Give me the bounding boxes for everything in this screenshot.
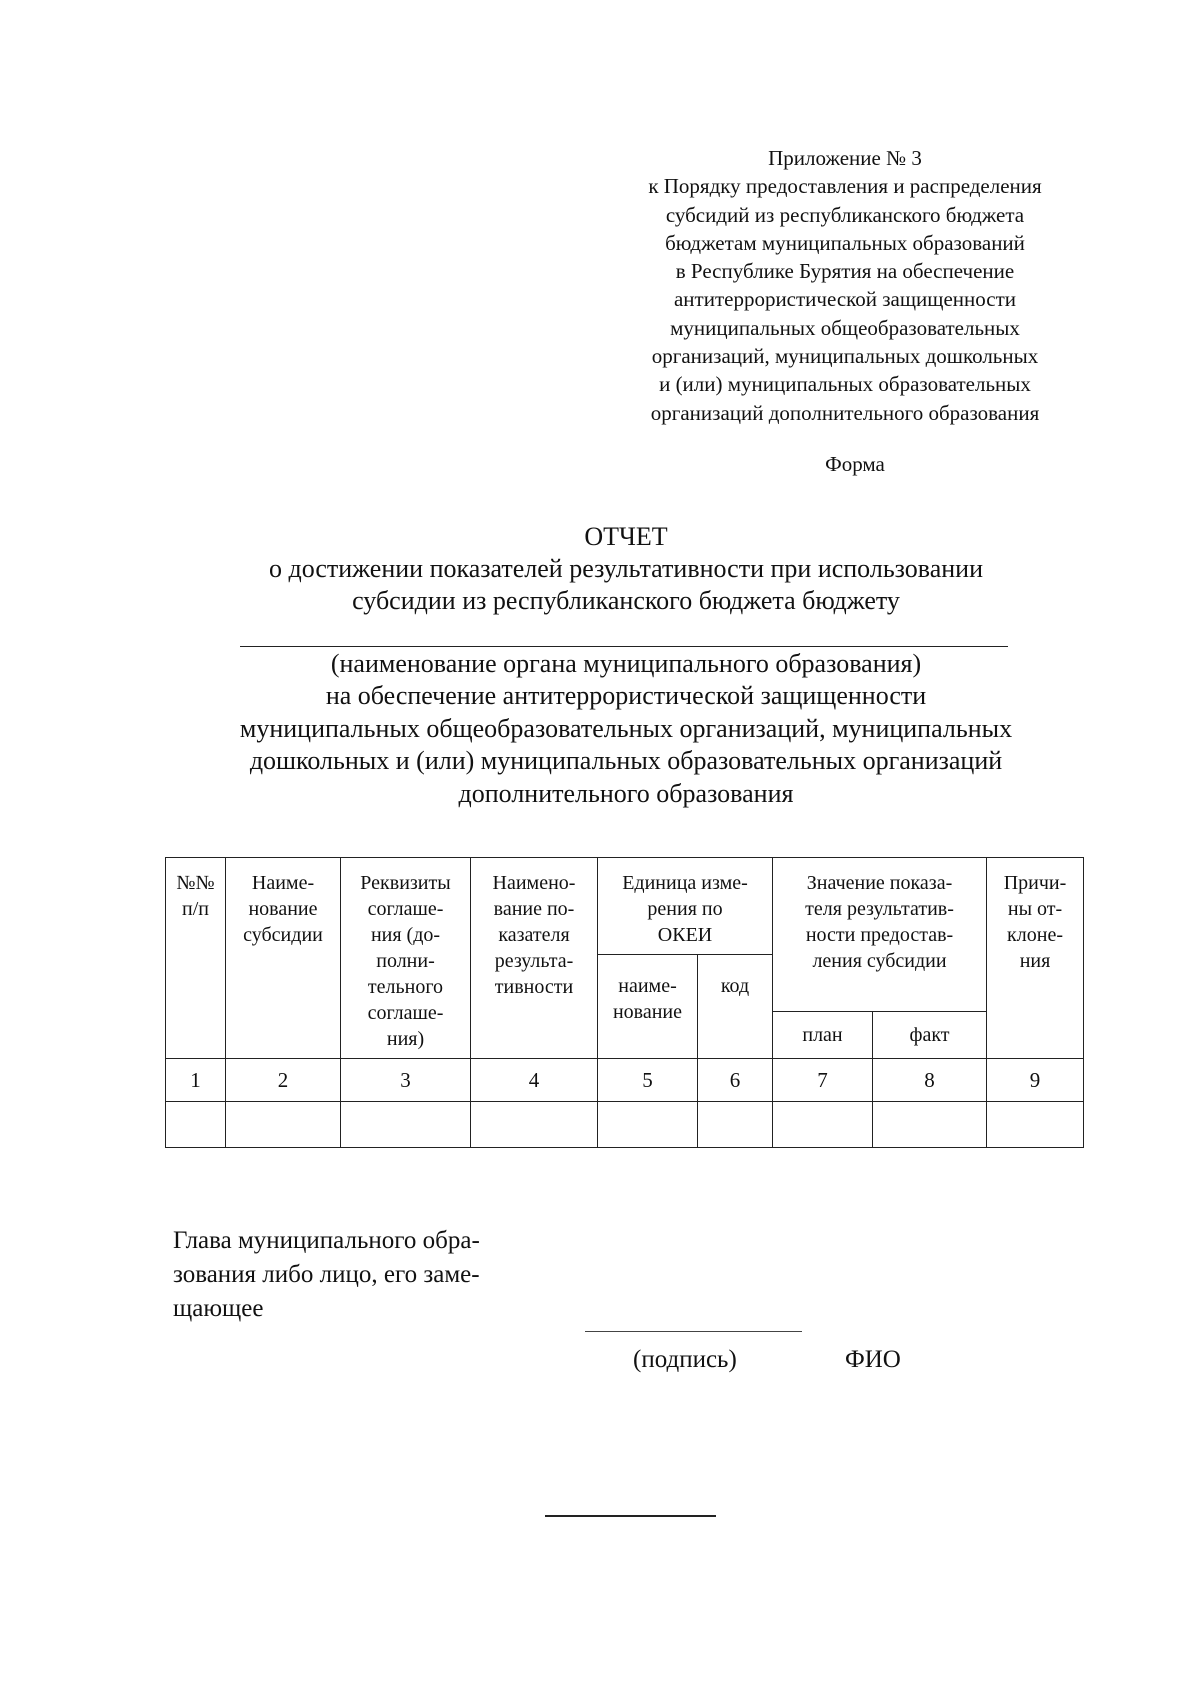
annex-line: муниципальных общеобразовательных [670, 315, 1020, 340]
title-line: субсидии из республиканского бюджета бюджету [352, 586, 900, 615]
header-fact: факт [873, 1012, 987, 1059]
signature-line [585, 1331, 802, 1332]
column-number: 8 [873, 1059, 987, 1102]
table-cell [873, 1102, 987, 1148]
head-title-line: щающее [173, 1295, 264, 1322]
subtitle-line: муниципальных общеобразовательных организаций, муниципальных [239, 713, 1013, 743]
header-num: №№ п/п [166, 858, 226, 1059]
table-cell [166, 1102, 226, 1148]
head-title [173, 1224, 480, 1326]
table-cell [773, 1102, 873, 1148]
subtitle-line: (наименование органа муниципального образования) [330, 649, 922, 678]
annex-block [610, 144, 1080, 427]
column-number: 4 [471, 1059, 598, 1102]
name-caption: ФИО [845, 1346, 901, 1373]
header-requisites: Реквизиты соглаше- ния (до- полни- тельного соглаше- ния) [341, 858, 471, 1059]
table-cell [471, 1102, 598, 1148]
table-cell [987, 1102, 1084, 1148]
head-title-line: Глава муниципального обра- [173, 1227, 480, 1254]
report-subtitle [0, 648, 1200, 810]
annex-line: и (или) муниципальных образовательных [659, 372, 1031, 397]
column-number: 9 [987, 1059, 1084, 1102]
header-unit: Единица изме- рения по ОКЕИ [598, 858, 773, 955]
header-reasons: Причи- ны от- клоне- ния [987, 858, 1084, 1059]
annex-line: Приложение № 3 [768, 146, 922, 170]
head-title-line: зования либо лицо, его заме- [173, 1261, 480, 1288]
table-cell [598, 1102, 698, 1148]
header-plan: план [773, 1012, 873, 1059]
annex-line: в Республике Бурятия на обеспечение [675, 259, 1015, 284]
subtitle-line: дошкольных и (или) муниципальных образовательных организаций [249, 746, 1003, 776]
title-line: о достижении показателей результативности при использовании [268, 554, 984, 583]
annex-line: организаций, муниципальных дошкольных [651, 344, 1039, 369]
annex-line: к Порядку предоставления и распределения [648, 174, 1042, 199]
column-number: 2 [226, 1059, 341, 1102]
column-number: 6 [698, 1059, 773, 1102]
column-number: 5 [598, 1059, 698, 1102]
data-row [166, 1102, 1084, 1148]
column-number-row [166, 1059, 1084, 1102]
header-row [166, 858, 1084, 955]
annex-line: бюджетам муниципальных образований [665, 230, 1025, 255]
column-number: 1 [166, 1059, 226, 1102]
column-number: 3 [341, 1059, 471, 1102]
header-subsidy: Наиме- нование субсидии [226, 858, 341, 1059]
header-value: Значение показа- теля результатив- ности предостав- ления субсидии [773, 858, 987, 1012]
subtitle-line: на обеспечение антитеррористической защищенности [325, 681, 927, 711]
annex-line: субсидий из республиканского бюджета [665, 202, 1025, 227]
column-number: 7 [773, 1059, 873, 1102]
report-heading: ОТЧЕТ [584, 522, 668, 551]
annex-line: антитеррористической защищенности [673, 287, 1017, 312]
table-cell [226, 1102, 341, 1148]
form-label: Форма [825, 452, 885, 476]
report-table [165, 857, 1084, 1148]
report-title [0, 521, 1200, 617]
header-unit-code: код [698, 955, 773, 1059]
subtitle-line: дополнительного образования [458, 778, 794, 808]
header-unit-name: наиме- нование [598, 955, 698, 1059]
annex-line: организаций дополнительного образования [650, 400, 1040, 425]
table-cell [341, 1102, 471, 1148]
municipality-name-blank-line [240, 646, 1008, 647]
closing-line [545, 1515, 716, 1517]
signature-caption: (подпись) [633, 1346, 737, 1373]
table-cell [698, 1102, 773, 1148]
header-indicator: Наимено- вание по- казателя результа- тивности [471, 858, 598, 1059]
